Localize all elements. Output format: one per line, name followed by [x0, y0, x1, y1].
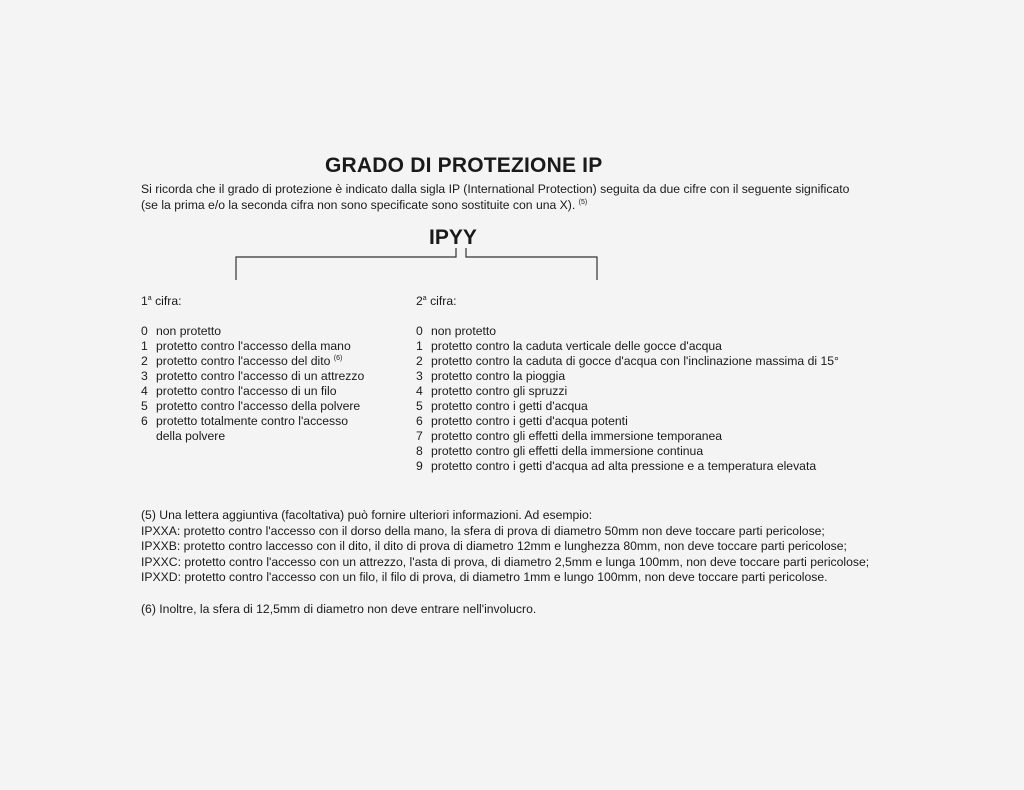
item-text: non protetto	[156, 324, 222, 338]
second-digit-heading-num: 2	[416, 294, 423, 308]
first-digit-heading	[141, 294, 401, 309]
item-text: protetto contro l'accesso del dito	[156, 354, 331, 368]
note-ipxxb: IPXXB: protetto contro laccesso con il dito, il dito di prova di diametro 12mm e lunghezza 80mm, non deve toccare parti pericolose;	[141, 539, 847, 553]
list-item	[141, 414, 401, 444]
list-item	[416, 429, 896, 444]
item-text: protetto contro l'accesso della polvere	[156, 399, 361, 413]
item-text-continuation: della polvere	[156, 429, 226, 443]
item-text-wrap	[431, 324, 896, 339]
list-item	[141, 339, 401, 354]
item-number: 7	[416, 429, 423, 443]
first-digit-heading-text: cifra:	[151, 294, 182, 308]
item-number: 5	[416, 399, 423, 413]
item-text-wrap	[431, 339, 896, 354]
item-text: protetto contro i getti d'acqua	[431, 399, 588, 413]
bracket-left	[236, 248, 456, 280]
item-footnote-ref: (6)	[333, 355, 343, 362]
item-text-wrap	[431, 369, 896, 384]
intro-paragraph	[141, 182, 901, 213]
item-number: 0	[416, 324, 423, 338]
item-text: protetto contro la caduta di gocce d'acqua con l'inclinazione massima di 15°	[431, 354, 839, 368]
list-item	[141, 354, 401, 369]
list-item	[141, 369, 401, 384]
item-text-wrap	[431, 384, 896, 399]
item-text-wrap	[431, 459, 896, 474]
item-text: non protetto	[431, 324, 497, 338]
list-item	[416, 384, 896, 399]
first-digit-heading-sup: a	[147, 295, 152, 302]
item-number: 3	[416, 369, 423, 383]
item-number: 4	[141, 384, 148, 398]
item-number: 3	[141, 369, 148, 383]
list-item	[416, 369, 896, 384]
bracket-right	[466, 248, 597, 280]
second-digit-heading	[416, 294, 896, 309]
list-item	[141, 384, 401, 399]
item-number: 2	[416, 354, 423, 368]
item-text-wrap	[431, 444, 896, 459]
item-text-wrap	[156, 324, 401, 339]
list-item	[416, 414, 896, 429]
list-item	[416, 399, 896, 414]
item-number: 5	[141, 399, 148, 413]
list-item	[141, 399, 401, 414]
list-item	[416, 339, 896, 354]
item-text: protetto contro gli effetti della immersione temporanea	[431, 429, 723, 443]
item-text-wrap	[156, 354, 401, 369]
note-ipxxc: IPXXC: protetto contro l'accesso con un attrezzo, l'asta di prova, di diametro 2,5mm e lunga 100mm, non deve toccare parti pericolose;	[141, 554, 870, 569]
item-number: 9	[416, 459, 423, 473]
item-text: protetto contro gli effetti della immersione continua	[431, 444, 704, 458]
item-number: 8	[416, 444, 423, 458]
list-item	[416, 354, 896, 369]
note-spacer	[141, 586, 901, 602]
item-text-wrap	[431, 399, 896, 414]
second-digit-heading-text: cifra:	[426, 294, 457, 308]
list-item	[416, 324, 896, 339]
item-text: protetto contro gli spruzzi	[431, 384, 568, 398]
first-digit-list	[141, 324, 401, 444]
note-5-intro: (5) Una lettera aggiuntiva (facoltativa) può fornire ulteriori informazioni. Ad esempio:	[141, 508, 593, 522]
item-number: 2	[141, 354, 148, 368]
page-title: GRADO DI PROTEZIONE IP	[325, 154, 603, 177]
item-number: 1	[141, 339, 148, 353]
item-text: protetto contro la caduta verticale delle gocce d'acqua	[431, 339, 722, 353]
note-ipxxd: IPXXD: protetto contro l'accesso con un filo, il filo di prova, di diametro 1mm e lungo 100mm, non deve toccare parti pericolose.	[141, 570, 828, 584]
ip-code: IPYY	[429, 226, 477, 249]
intro-line-1: Si ricorda che il grado di protezione è indicato dalla sigla IP (International Protection) seguita da due cifre con il seguente significato	[141, 182, 850, 196]
item-number: 0	[141, 324, 148, 338]
intro-line-2-text: (se la prima e/o la seconda cifra non sono specificate sono sostituite con una X).	[141, 197, 576, 212]
item-text-wrap	[431, 429, 896, 444]
item-text: protetto contro l'accesso di un filo	[156, 384, 337, 398]
item-text-wrap	[156, 399, 401, 414]
item-text: protetto contro i getti d'acqua ad alta pressione e a temperatura elevata	[431, 459, 817, 473]
item-text-wrap	[431, 354, 896, 369]
item-number: 6	[416, 414, 423, 428]
item-number: 4	[416, 384, 423, 398]
second-digit-list	[416, 324, 896, 474]
item-text-wrap	[156, 384, 401, 399]
item-number: 6	[141, 414, 148, 428]
item-text: protetto contro i getti d'acqua potenti	[431, 414, 628, 428]
second-digit-column	[416, 294, 896, 474]
second-digit-heading-sup: a	[422, 295, 427, 302]
list-item	[416, 444, 896, 459]
intro-line-2	[141, 198, 901, 214]
footnotes	[141, 508, 901, 617]
first-digit-heading-num: 1	[141, 294, 148, 308]
note-ipxxa: IPXXA: protetto contro l'accesso con il dorso della mano, la sfera di prova di diametro 50mm non deve toccare parti pericolose;	[141, 523, 825, 538]
note-6: (6) Inoltre, la sfera di 12,5mm di diametro non deve entrare nell'involucro.	[141, 601, 537, 616]
item-text: protetto contro l'accesso di un attrezzo	[156, 369, 365, 383]
item-text: protetto contro la pioggia	[431, 369, 566, 383]
list-item	[141, 324, 401, 339]
item-text-wrap	[156, 414, 401, 444]
first-digit-column	[141, 294, 401, 444]
item-text-wrap	[156, 339, 401, 354]
item-number: 1	[416, 339, 423, 353]
item-text-wrap	[431, 414, 896, 429]
item-text: protetto totalmente contro l'accesso	[156, 414, 349, 428]
item-text-wrap	[156, 369, 401, 384]
list-item	[416, 459, 896, 474]
item-text: protetto contro l'accesso della mano	[156, 339, 351, 353]
footnote-ref-5: (5)	[578, 198, 588, 206]
